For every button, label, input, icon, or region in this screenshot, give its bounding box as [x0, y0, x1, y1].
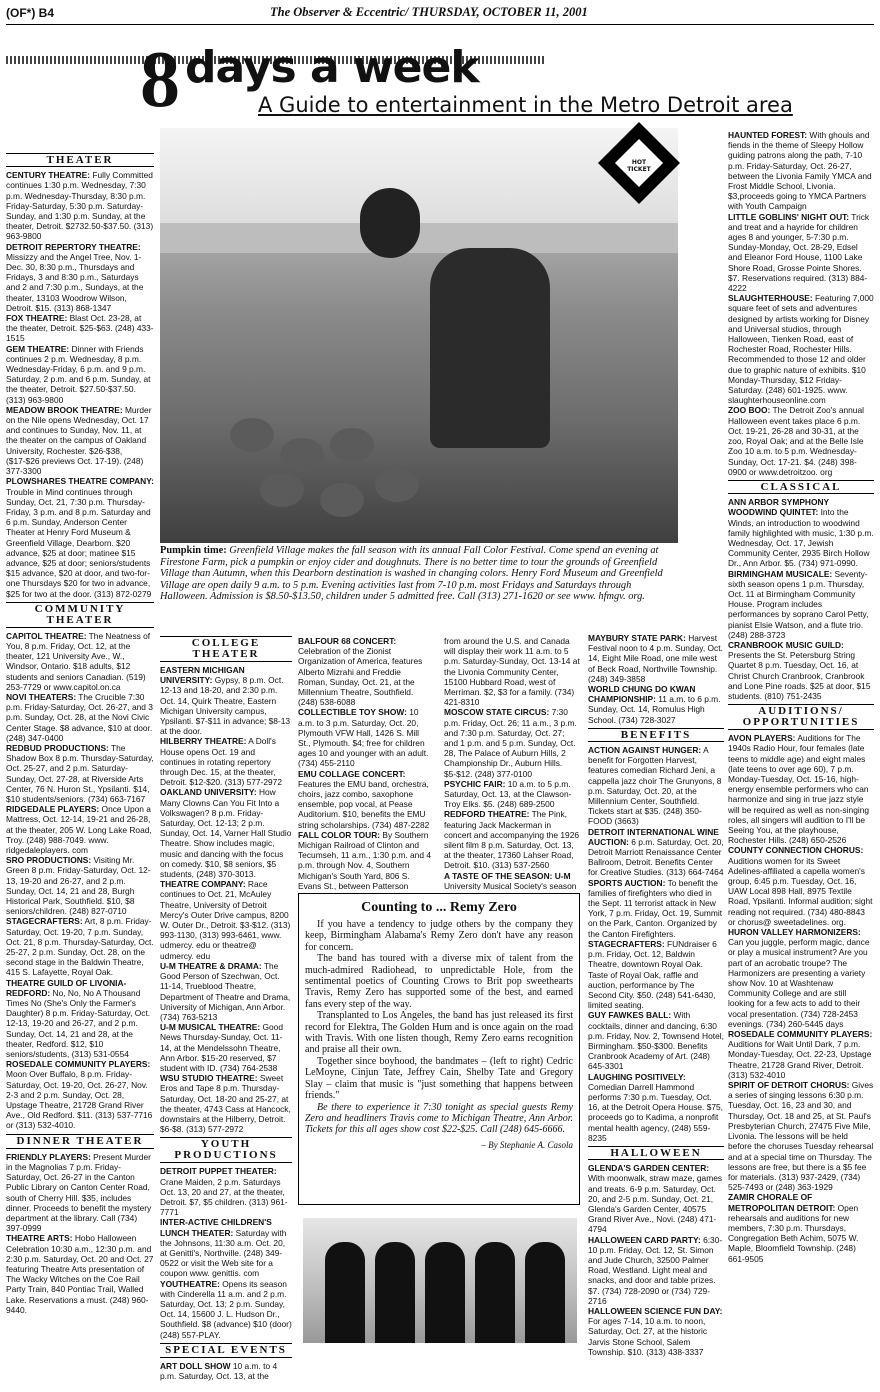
- entry-text: Seventy-sixth season opens 1 p.m. Thursday, Oct. 11 at Birmingham Community House. Program includes performances by soprano Carol Petty, pianist Elsie Watson, and a flute trio. (248) 288-3723: [728, 568, 869, 640]
- banner-title: days a week: [185, 42, 479, 93]
- entry-text: from around the U.S. and Canada will display their work 11 a.m. to 5 p.m. Saturday-Sunday, Oct. 13-14 at the Livonia Community Center, 15100 Hubbard Road, west of Merriman. $2, $3 for a family. (734) 421-8310: [444, 636, 580, 708]
- entry-name: INTER-ACTIVE CHILDREN'S LUNCH THEATER:: [160, 1217, 272, 1238]
- list-item: [728, 497, 874, 568]
- entry-name: PLOWSHARES THEATRE COMPANY:: [6, 476, 154, 487]
- pumpkin-photo: [160, 128, 678, 543]
- list-item: [6, 313, 154, 344]
- list-item: [728, 1029, 874, 1080]
- entry-name: DETROIT PUPPET THEATER:: [160, 1166, 277, 1177]
- entry-name: ANN ARBOR SYMPHONY WOODWIND QUINTET:: [728, 497, 829, 518]
- list-item: [728, 293, 874, 405]
- feature-body: [305, 919, 573, 1136]
- entry-name: OAKLAND UNIVERSITY:: [160, 787, 257, 798]
- entry-name: SPIRIT OF DETROIT CHORUS:: [728, 1080, 850, 1091]
- entry-name: STAGECRAFTERS:: [6, 916, 83, 927]
- list-item: [588, 1235, 724, 1306]
- feature-paragraph: The band has toured with a diverse mix of talent from the much-admired Radiohead, to unpredictable Hole, from the sentimental poetics of Counting Crows to Brit pop sweethearts Travis, Remy Zero has supported some of the best, and earned fans every step of the way.: [305, 953, 573, 1010]
- entry-name: A TASTE OF THE SEASON: U-M: [444, 870, 571, 881]
- feature-credit: – By Stephanie A. Casola: [481, 1139, 573, 1150]
- photo-person-shape: [430, 248, 550, 448]
- entry-text: Missizzy and the Angel Tree, Nov. 1-Dec. 30, 8:30 p.m., Thursdays and Fridays, 3 and 8:30 p.m., Saturdays and 2 and 7:30 p.m., Sundays, at the theater, 13103 Woodrow Wilson, Detroit. $15. (313) 868-1347: [6, 251, 144, 313]
- entry-text: Open rehearsals and auditions for new members, 7:30 p.m. Thursdays, Congregation Beth Achim, 5075 W. Maple, Bloomfield Township. (248) 661-9505: [728, 1202, 859, 1264]
- entry-text: Art, 8 p.m. Friday-Saturday, Oct. 19-20, 7 p.m. Sunday, Oct. 21, 8 p.m. Thursday-Saturday, Oct. 25-27, 2 p.m. Sunday, Oct. 28, on the second stage in the Baldwin Theatre, 415 S. Lafayette, Royal Oak.: [6, 916, 154, 978]
- list-item: [728, 405, 874, 476]
- section-head-college: COLLEGE THEATER: [160, 636, 292, 662]
- entry-text: Crane Maiden, 2 p.m. Saturdays Oct. 13, 20 and 27, at the theater, Detroit. $7, $5 children. (313) 961-7771: [160, 1176, 288, 1218]
- entry-name: YOUTHEATRE:: [160, 1278, 220, 1289]
- list-item: [588, 939, 724, 1010]
- entry-text: Auditions women for its Sweet Adelines-affiliated a capella women's group, 6:45 p.m. Tuesday, Oct. 16, UAW Local 898 Hall, 8975 Textile Road, Ypsilanti. Informal audition; sight reading not required. (734) 480-8843 or chorus@ sweetadelines. org.: [728, 855, 873, 927]
- list-item: [160, 961, 292, 1022]
- list-item: [6, 743, 154, 804]
- entry-text: The Pink, featuring Jack Mackerman in concert and accompanying the 1926 silent film 8 p.m. Saturday, Oct. 13, at the theater, 17360 Lahser Road, Detroit. $10. (313) 537-2560: [444, 809, 580, 871]
- entry-name: WSU STUDIO THEATRE:: [160, 1073, 258, 1084]
- entry-text: A Doll's House opens Oct. 19 and continues in rotating repertory through Dec. 15, at the theater, Detroit. $12-$20. (313) 577-2972: [160, 736, 282, 788]
- entry-name: CRANBROOK MUSIC GUILD:: [728, 639, 844, 650]
- list-classical: [728, 497, 874, 701]
- list-theater: [6, 170, 154, 599]
- list-item: [160, 1361, 292, 1383]
- list-special: [160, 1361, 292, 1383]
- section-head-auditions: AUDITIONS/ OPPORTUNITIES: [728, 704, 874, 730]
- section-head-classical: CLASSICAL: [728, 480, 874, 494]
- list-item: [298, 707, 432, 768]
- entry-name: BALFOUR 68 CONCERT:: [298, 636, 397, 646]
- entry-name: THEATRE ARTS:: [6, 1233, 73, 1244]
- list-halloween-cont: [728, 130, 874, 477]
- masthead: The Observer & Eccentric/ THURSDAY, OCTOBER 11, 2001: [270, 5, 588, 19]
- entry-name: FALL COLOR TOUR:: [298, 829, 381, 840]
- entry-name: EASTERN MICHIGAN UNIVERSITY:: [160, 665, 245, 686]
- entry-name: MAYBURY STATE PARK:: [588, 633, 686, 643]
- list-benefits: [588, 745, 724, 1143]
- entry-text: 11 a.m. to 6 p.m. Sunday, Oct. 14, Romulus High School. (734) 728-3027: [588, 694, 721, 725]
- column-special-events-cont: [444, 636, 580, 890]
- section-head-dinner: DINNER THEATER: [6, 1134, 154, 1149]
- entry-name: ROSEDALE COMMUNITY PLAYERS:: [728, 1029, 873, 1040]
- entry-name: EMU COLLAGE CONCERT:: [298, 768, 406, 779]
- list-item: [588, 878, 724, 939]
- entry-text: The Shadow Box 8 p.m. Thursday-Saturday, Oct. 25-27, and 2 p.m. Saturday-Sunday, Oct. 27-28, at Riverside Arts Center, 76 N. Huron St., Ypsilanti. $14, $10 students/seniors. (734) 663-7167: [6, 742, 154, 804]
- list-item: [298, 636, 432, 707]
- banner-subtitle: A Guide to entertainment in the Metro Detroit area: [258, 93, 793, 117]
- list-item: [160, 1217, 292, 1278]
- entry-name: FRIENDLY PLAYERS:: [6, 1151, 91, 1162]
- list-item: [6, 692, 154, 743]
- band-photo: [303, 1218, 577, 1343]
- list-college: [160, 665, 292, 1134]
- entry-text: Presents the St. Petersburg String Quartet 8 p.m. Tuesday, Oct. 16, at Christ Church Cranbrook, Cranbrook and Lone Pine roads. $25 at door, $15 students. (810) 751-2435: [728, 650, 871, 701]
- photo-hat-shape: [360, 188, 420, 258]
- list-item: [728, 1080, 874, 1192]
- entry-name: U-M MUSICAL THEATRE:: [160, 1022, 261, 1033]
- entry-name: LITTLE GOBLINS' NIGHT OUT:: [728, 211, 850, 222]
- entry-name: STAGECRAFTERS:: [588, 938, 665, 949]
- list-item: [6, 1059, 154, 1130]
- entry-text: 10 a.m. to 4 p.m. Saturday, Oct. 13, at the: [160, 1360, 278, 1381]
- list-item: [588, 1010, 724, 1071]
- feature-title: Counting to ... Remy Zero: [361, 900, 517, 915]
- list-item: [6, 978, 154, 1060]
- entry-name: SRO PRODUCTIONS:: [6, 855, 92, 866]
- entry-text: Hobo Halloween Celebration 10:30 a.m., 12:30 p.m. and 2:30 p.m. Saturday, Oct. 20 and Oct. 27 featuring Theatre Arts presentation of The Wacky Witches on the Coe Rail Party Train, 840 Pontiac Trail, Walled Lake. Reservations a must. (248) 960-9440.: [6, 1233, 154, 1315]
- list-item: [444, 636, 580, 707]
- list-item: [728, 845, 874, 927]
- entry-text: For ages 7-14, 10 a.m. to noon, Saturday, Oct. 27, at the historic Jarvis Stone School, Salem Township. $10. (313) 438-3337: [588, 1316, 708, 1357]
- list-item: [6, 804, 154, 855]
- band-member-shape: [375, 1242, 415, 1343]
- entry-text: No, No, No A Thousand Times No (She's Only the Farmer's Daughter) 8 p.m. Friday-Saturday, Oct. 12-13, 19-20 and 26-27, and 2 p.m. Sunday, Oct. 14, 21 and 28, at the theater, Redford. $12, $10 seniors/students, (313) 531-0554: [6, 987, 151, 1060]
- photo-pumpkin-shape: [230, 418, 274, 452]
- list-item: [588, 1306, 724, 1357]
- list-item: [160, 787, 292, 879]
- list-item: [444, 871, 580, 890]
- entry-text: By Southern Michigan Railroad of Clinton and Tecumseh, 11 a.m., 1:30 p.m. and 4 p.m. through Nov. 4, Southern Michigan's South Yard, 806 S. Evans St., between Patterson: [298, 829, 431, 890]
- list-item: [588, 633, 724, 684]
- entry-name: COUNTY CONNECTION CHORUS:: [728, 845, 864, 856]
- list-item: [728, 569, 874, 640]
- entry-name: GLENDA'S GARDEN CENTER:: [588, 1163, 710, 1174]
- list-item: [728, 130, 874, 212]
- section-head-youth: YOUTH PRODUCTIONS: [160, 1137, 292, 1163]
- list-item: [6, 855, 154, 916]
- entry-name: CAPITOL THEATRE:: [6, 630, 87, 641]
- column-classical: [728, 130, 874, 1382]
- entry-name: HALLOWEEN CARD PARTY:: [588, 1234, 701, 1245]
- entry-text: To benefit the families of firefighters who died in the Sept. 11 terrorist attack in New York, 7 p.m. Friday, Oct. 19, Summit on the Park, Canton. Organized by the Canton Firefighters.: [588, 877, 723, 939]
- photo-pumpkin-shape: [330, 428, 374, 462]
- entry-text: A benefit for Forgotten Harvest, features comedian Richard Jeni, a cappella jazz choir The Grunyons, 8 p.m. Saturday, Oct. 20, at the Millennium Center, Southfield. Tickets start at $35. (248) 350-FOOD (3663): [588, 745, 722, 827]
- entry-text: Celebration of the Zionist Organization of America, features Alberto Mizrahi and Freddie Roman, Sunday, Oct. 21, at the Millennium Theatre, Southfield. (248) 538-6088: [298, 646, 423, 708]
- entry-name: WORLD CHUNG DO KWAN CHAMPIONSHIP:: [588, 684, 696, 705]
- list-item: [728, 1192, 874, 1263]
- section-head-halloween: HALLOWEEN: [588, 1146, 724, 1160]
- entry-name: REDBUD PRODUCTIONS:: [6, 742, 109, 753]
- list-item: [588, 1072, 724, 1143]
- list-item: [6, 242, 154, 313]
- entry-text: Opens its season with Cinderella 11 a.m. and 2 p.m. Saturday, Oct. 13; 2 p.m. Sunday, Oct. 14, 15600 J. L. Hudson Dr., Southfield. $8 (advance) $10 (door) (248) 557-PLAY.: [160, 1278, 292, 1340]
- entry-text: Auditions for The 1940s Radio Hour, four females (late teens to middle age) and eight males (late teens to over age 60), 7 p.m. Monday-Tuesday, Oct. 15-16, high-energy ensemble performers who can harmonize and sing in true jazz style will be required as well as non-singing roles, all singers will audition to I'll be Seeing You, at the playhouse, Rochester Hills. (248) 650-2526: [728, 733, 870, 846]
- entry-name: BIRMINGHAM MUSICALE:: [728, 568, 833, 579]
- section-head-benefits: BENEFITS: [588, 728, 724, 742]
- entry-name: ACTION AGAINST HUNGER:: [588, 745, 702, 756]
- entry-name: RIDGEDALE PLAYERS:: [6, 804, 100, 815]
- list-halloween: [588, 1163, 724, 1357]
- photo-caption: [160, 545, 678, 603]
- entry-name: HALLOWEEN SCIENCE FUN DAY:: [588, 1306, 723, 1316]
- list-item: [444, 707, 580, 778]
- entry-text: Features the EMU band, orchestra, choirs, jazz combo, saxophone ensemble, pop vocal, at Pease Auditorium. $10, benefits the EMU string scholarships. (734) 487-2282: [298, 778, 430, 830]
- entry-text: Saturday with the Johnsons, 11:30 a.m. Oct. 20, at Genitti's, Northville. (248) 349-0522 or visit the Web site for a coupon www. genittis. com: [160, 1227, 287, 1279]
- entry-text: The Crucible 7:30 p.m. Friday-Saturday, Oct. 26-27, and 3 p.m. Sunday, Oct. 28, at the Novi Civic Center Stage. $8 advance, $10 at door. (248) 347-0400: [6, 691, 153, 743]
- list-item: [588, 1163, 724, 1234]
- list-youth: [160, 1166, 292, 1339]
- section-head-theater: THEATER: [6, 153, 154, 167]
- entry-name: GEM THEATRE:: [6, 343, 70, 354]
- entry-text: Into the Winds, an introduction to woodwind family highlighted with music, 1:30 p.m. Wednesday, Oct. 17, Jewish Community Center, 2935 Birch Hollow Dr., Ann Arbor. $5. (734) 971-0990.: [728, 507, 874, 569]
- entry-text: Sweet Eros and Tape 8 p.m. Thursday-Saturday, Oct. 18-20 and 25-27, at the theater, 4743 Cass at Hancock, downstairs at the Hilberry, Detroit. $6-$8. (313) 577-2972: [160, 1073, 291, 1135]
- entry-name: COLLECTIBLE TOY SHOW:: [298, 707, 407, 718]
- entry-text: Comedian Darrell Hammond performs 7:30 p.m. Tuesday, Oct. 16, at the Detroit Opera House. $75, proceeds go to Kadima, a nonprofit mental health agency, (248) 559-8235: [588, 1081, 724, 1143]
- list-item: [160, 736, 292, 787]
- entry-name: CENTURY THEATRE:: [6, 170, 91, 181]
- entry-text: Murder on the Nile opens Wednesday, Oct. 17 and continues to Sunday, Nov. 11, at the theater on the campus of Oakland University, Rochester. $26-$38, ($17-$26 previews Oct. 17-19). (248) 377-3300: [6, 404, 152, 477]
- entry-name: LAUGHING POSITIVELY:: [588, 1071, 686, 1082]
- entry-name: DETROIT REPERTORY THEATRE:: [6, 241, 141, 252]
- entry-name: MOSCOW STATE CIRCUS:: [444, 707, 550, 718]
- entry-text: The Good Person of Szechwan, Oct. 11-14, Trueblood Theatre, Department of Theatre and Drama, University of Michigan, Ann Arbor. (734) 763-5213: [160, 960, 291, 1022]
- entry-text: 6 p.m. Saturday, Oct. 20, Detroit Marriott Renaissance Center Ballroom, Detroit. Benefits Center for Creative Studies. (313) 664-7464: [588, 836, 724, 878]
- entry-name: SPORTS AUCTION:: [588, 877, 666, 888]
- list-item: [6, 1152, 154, 1234]
- list-item: [444, 809, 580, 870]
- list-item: [588, 684, 724, 725]
- entry-text: 7:30 p.m. Friday, Oct. 26; 11 a.m., 3 p.m. and 7:30 p.m. Saturday, Oct. 27; and 1 p.m. and 5 p.m. Sunday, Oct. 28, The Palace of Auburn Hills, 2 Championship Dr., Auburn Hills. $5-$12. (248) 377-0100: [444, 707, 577, 779]
- entry-name: SLAUGHTERHOUSE:: [728, 293, 813, 304]
- photo-pumpkin-shape: [320, 483, 364, 517]
- entry-text: How Many Clowns Can You Fit Into a Volkswagen? 8 p.m. Friday-Saturday, Oct. 12-13; 2 p.m. Sunday, Oct. 14, Varner Hall Studio Theatre. Show includes magic, music and dancing with the focus on comedy. $10, $8 seniors, $5 students, (248) 370-3013.: [160, 787, 292, 880]
- entry-name: ZAMIR CHORALE OF METROPOLITAN DETROIT:: [728, 1192, 836, 1213]
- list-item: [6, 1233, 154, 1315]
- entry-text: Can you juggle, perform magic, dance or play a musical instrument? Are you part of an acrobatic troupe? The Harmonizers are presenting a variety show Nov. 10 at Washtenaw Community College and are still looking for a few acts to add to their vocal presentation. (734) 728-2453 evenings. (734) 260-5445 days: [728, 937, 870, 1029]
- list-community: [6, 631, 154, 1131]
- column-college: [160, 633, 292, 1383]
- entry-text: Blast Oct. 23-28, at the theater, Detroit. $25-$63. (248) 433-1515: [6, 313, 154, 344]
- list-item: [728, 927, 874, 1029]
- entry-text: The Neatness of You, 8 p.m. Friday, Oct. 12, at the theater, 121 University Ave., W., Windsor, Ontario. $18 adults, $12 students and seniors Canadian. (519) 253-7729 or www.capitol.on.ca: [6, 630, 151, 692]
- entry-text: Gives a series of singing lessons 6:30 p.m. Tuesday, Oct. 16, 23 and 30, and Thursday, Oct. 18 and 25, at St. Paul's Presbyterian Church, 27475 Five Mile, Livonia. The lessons will be held before the choruses Tuesday rehearsal and at a special time on Thursday. The lessons are free, but there is a $5 fee for materials. (313) 937-2429, (734) 525-7493 or (248) 363-1929: [728, 1080, 874, 1193]
- entry-text: Good News Thursday-Sunday, Oct. 11-14, at the Mendelssohn Theatre, Ann Arbor. $15-20 reserved, $7 student with ID. (734) 764-2538: [160, 1022, 284, 1073]
- entry-text: Gypsy, 8 p.m. Oct. 12-13 and 18-20, and 2:30 p.m. Oct. 14, Quirk Theatre, Eastern Michigan University campus, Ypsilanti. $7-$11 in advance; $8-13 at the door.: [160, 675, 291, 737]
- entry-name: ZOO BOO:: [728, 405, 771, 416]
- entry-name: FOX THEATRE:: [6, 313, 68, 324]
- column-benefits: [588, 633, 724, 1383]
- column-special-events: [298, 636, 432, 890]
- list-item: [6, 344, 154, 405]
- caption-text: Greenfield Village makes the fall season with its annual Fall Color Festival. Come spend an evening at Firestone Farm, pick a pumpkin or enjoy cider and doughnuts. There is no better time to tour the grounds of Greenfield Village than Autumn, when this Dearborn destination is washed in changing colors. Henry Ford Museum and Greenfield Village are open daily 9 a.m. to 5 p.m. Evening activities last from 7-10 p.m. most Fridays and Saturdays through Halloween. Admission is $8.50-$13.50, children under 5 admitted free. Call (313) 271-1620 or see www. hfmgv. org.: [160, 545, 663, 603]
- list-item: [444, 779, 580, 810]
- list-item: [6, 405, 154, 476]
- feature-paragraph: If you have a tendency to judge others by the company they keep, Birmingham Alabama's Remy Zero don't have any reason for concern.: [305, 919, 573, 953]
- column-theater: [6, 150, 154, 1382]
- section-head-community: COMMUNITY THEATER: [6, 602, 154, 628]
- entry-text: 10 a.m. to 5 p.m. Saturday, Oct. 13, at the Clawson-Troy Elks. $5. (248) 689-2500: [444, 778, 572, 810]
- list-item: [6, 631, 154, 692]
- entry-text: Visiting Mr. Green 8 p.m. Friday-Saturday, Oct. 12-13, 19-20 and 26-27, and 2 p.m. Sunday, Oct. 14, 21 and 28, Burgh Historical Park, Southfield. $10, $8 seniors/children. (248) 827-0710: [6, 855, 151, 917]
- entry-name: HAUNTED FOREST:: [728, 130, 808, 140]
- feature-paragraph: Be there to experience it 7:30 tonight as special guests Remy Zero and headliners Travis come to Michigan Theatre, Ann Arbor. Tickets for this all ages show cost $22-$25. Call (248) 645-6666.: [305, 1101, 573, 1136]
- section-head-special: SPECIAL EVENTS: [160, 1343, 292, 1358]
- entry-name: ROSEDALE COMMUNITY PLAYERS:: [6, 1059, 151, 1070]
- entry-name: THEATRE COMPANY:: [160, 879, 246, 890]
- entry-name: NOVI THEATERS:: [6, 691, 77, 702]
- entry-text: Once Upon a Mattress, Oct. 12-14, 19-21 and 26-28, at the theater, 205 W. Long Lake Road, Troy. (248) 988-7049. www. ridgedaleplayers. com: [6, 804, 152, 855]
- entry-text: With ghouls and fiends in the theme of Sleepy Hollow guiding patrons along the path, 7-10 p.m. Friday-Saturday, Oct. 26-27, between the Livonia Family YMCA and Frost Middle School, Livonia. $3,proceeds going to YMCA Partners with Youth Campaign: [728, 130, 872, 212]
- list-item: [298, 830, 432, 890]
- feature-paragraph: Transplanted to Los Angeles, the band has just released its first record for Elektra, The Golden Hum and is once again on the road with Travis. With one listen though, Remy Zero earns recognition and praise all their own.: [305, 1010, 573, 1056]
- entry-text: FUNdraiser 6 p.m. Friday, Oct. 12, Baldwin Theatre, downtown Royal Oak. Taste of Royal Oak, raffle and auction, performance by The Second City. $50. (248) 541-6430, limited seating.: [588, 938, 717, 1011]
- hot-ticket-label: HOT TICKET: [627, 159, 651, 173]
- entry-name: AVON PLAYERS:: [728, 733, 796, 744]
- top-rule: [6, 24, 874, 25]
- list-item: [160, 1022, 292, 1073]
- list-item: [6, 916, 154, 977]
- remy-zero-feature-box: [298, 893, 580, 1205]
- entry-text: Featuring 7,000 square feet of sets and adventures designed by artists working for Disney and Universal studios, through Halloween, Tienken Road, east of Rochester Road, Rochester Hills. Recommended to those 12 and older due to graphic nature of exhibits. $10 Monday-Thursday, $12 Friday-Saturday. (248) 601-1925. www. slaughterhouseonline.com: [728, 293, 874, 406]
- entry-name: THEATRE GUILD OF LIVONIA-REDFORD:: [6, 977, 127, 998]
- entry-text: Trouble in Mind continues through Sunday, Oct. 21, 7:30 p.m. Thursday-Friday, 3 p.m. and 8 p.m. Saturday and 6 p.m. Sunday, Anderson Center Theater at Henry Ford Museum & Greenfield Village, Dearborn. $20 advance, $25 at door; matinee $15 advance, $25 at door; seniors/students $15 advance, $20 at door, and two-for-one Thursdays $20 for two in advance, $25 for two at the door. (313) 872-0279: [6, 486, 152, 599]
- page-code: (OF*) B4: [6, 6, 54, 20]
- photo-pumpkin-shape: [280, 438, 324, 472]
- entry-text: Fully Committed continues 1:30 p.m. Wednesday, 7:30 p.m. Wednesday-Thursday, 8:30 p.m. Friday-Saturday, 5:30 p.m. Saturday-Sunday, and 1:30 p.m. Sunday, at the theater, Detroit. $2732.50-$37.50. (313) 963-9800: [6, 170, 154, 242]
- list-events-cont: [588, 633, 724, 725]
- band-member-shape: [525, 1242, 565, 1343]
- entry-name: GUY FAWKES BALL:: [588, 1010, 672, 1021]
- photo-pumpkin-shape: [375, 468, 419, 502]
- list-item: [160, 1166, 292, 1217]
- band-member-shape: [475, 1242, 515, 1343]
- list-item: [160, 1073, 292, 1134]
- list-item: [588, 745, 724, 827]
- entry-text: 10 a.m. to 3 p.m. Saturday, Oct. 20, Plymouth VFW Hall, 1426 S. Mill St., Plymouth. $4; free for children ages 10 and younger with an adult. (734) 455-2110: [298, 707, 429, 769]
- list-item: [728, 212, 874, 294]
- entry-name: HURON VALLEY HARMONIZERS:: [728, 927, 861, 938]
- entry-name: U-M THEATRE & DRAMA:: [160, 960, 262, 971]
- entry-name: HILBERRY THEATRE:: [160, 736, 247, 747]
- entry-name: PSYCHIC FAIR:: [444, 778, 506, 789]
- entry-text: Harvest Festival noon to 4 p.m. Sunday, Oct. 14, Eight Mile Road, one mile west of Beck Road, Northville Township. (248) 349-3858: [588, 633, 723, 684]
- list-item: [588, 827, 724, 878]
- band-member-shape: [325, 1242, 365, 1343]
- entry-text: The Detroit Zoo's annual Halloween event takes place 6 p.m. Oct. 19-21, 26-28 and 30-31, at the zoo, Royal Oak; and at the Belle Isle Zoo 10 a.m. to 5 p.m. Wednesday-Sunday, Oct. 17-21. $4. (248) 398-0900 or www.detroitzoo. org: [728, 405, 864, 477]
- list-item: [728, 733, 874, 845]
- entry-text: University Musical Society's season: [444, 880, 577, 890]
- entry-text: Auditions for Wait Until Dark, 7 p.m. Monday-Tuesday, Oct. 22-23, Upstage Theatre, 21728 Grand River, Detroit. (313) 532-4010: [728, 1039, 872, 1080]
- list-item: [160, 665, 292, 736]
- entry-name: REDFORD THEATRE:: [444, 809, 530, 820]
- entry-text: Moon Over Buffalo, 8 p.m. Friday-Saturday, Oct. 19-20, Oct. 26-27, Nov. 2-3 and 2 p.m. Sunday, Oct. 28, Upstage Theatre, 21728 Grand River Ave., Old Redford. $11. (313) 537-7716 or (313) 532-4010.: [6, 1069, 153, 1131]
- list-item: [160, 1279, 292, 1340]
- entry-text: Race continues to Oct. 21, McAuley Theatre, University of Detroit Mercy's Outer Drive campus, 8200 W. Outer Dr., Detroit. $3-$12. (313) 993-1130, (313) 993-6461, www. udmercy. edu or theatre@ udmercy. edu: [160, 879, 291, 961]
- entry-name: ART DOLL SHOW: [160, 1360, 231, 1371]
- list-item: [6, 170, 154, 241]
- entry-text: With moonwalk, straw maze, games and treats. 6-9 p.m. Saturday, Oct. 20, and 2-5 p.m. Sunday, Oct. 21, Glenda's Garden Center, 40575 Grand River Ave., Novi. (248) 471-4794: [588, 1173, 723, 1235]
- banner-number: 8: [140, 36, 180, 124]
- list-auditions: [728, 733, 874, 1264]
- entry-text: With cocktails, dinner and dancing, 6:30 p.m. Friday, Nov. 2, Townsend Hotel, Birmingham. $50-$300. Benefits Cranbrook Academy of Art. (248) 645-3301: [588, 1010, 724, 1072]
- list-item: [160, 879, 292, 961]
- feature-paragraph: Together since boyhood, the bandmates – (left to right) Cedric LeMoyne, Cinjun Tate, Jeffrey Cain, Shelby Tate and Gregory Slay – claim that music is "just something that happens between friends.": [305, 1055, 573, 1102]
- list-dinner: [6, 1152, 154, 1315]
- entry-name: DETROIT INTERNATIONAL WINE AUCTION:: [588, 826, 719, 847]
- entry-name: MEADOW BROOK THEATRE:: [6, 404, 123, 415]
- photo-pumpkin-shape: [260, 473, 304, 507]
- list-item: [728, 640, 874, 701]
- entry-text: Dinner with Friends continues 2 p.m. Wednesday, 8 p.m. Wednesday-Friday, 6 p.m. and 9 p.m. Saturday, 2 p.m. and 6 p.m. Sunday, at the theater, Detroit. $27.50-$37.50. (313) 963-9800: [6, 343, 151, 405]
- list-item: [298, 769, 432, 830]
- entry-text: Present Murder in the Magnolias 7 p.m. Friday-Saturday, Oct. 26-27 in the Canton Public Library on Canton Center Road, south of Cherry Hill. $35, includes dinner. Proceeds to benefit the mystery department at the library. Call (734) 397-0999: [6, 1151, 152, 1234]
- entry-text: 6:30-10 p.m. Friday, Oct. 12, St. Simon and Jude Church, 32500 Palmer Road, Westland. Light meal and snacks, and door and table prizes. $7. (734) 728-2090 or (734) 729-2716: [588, 1234, 723, 1306]
- list-item: [6, 476, 154, 598]
- band-member-shape: [425, 1242, 465, 1343]
- entry-text: Trick and treat and a hayride for children ages 8 and younger, 5-7:30 p.m. Sunday-Monday, Oct. 28-29, Edsel and Eleanor Ford House, 1100 Lake Shore Road, Grosse Pointe Shores. $7. Reservations required. (313) 884-4222: [728, 211, 870, 294]
- caption-lead: Pumpkin time:: [160, 545, 227, 556]
